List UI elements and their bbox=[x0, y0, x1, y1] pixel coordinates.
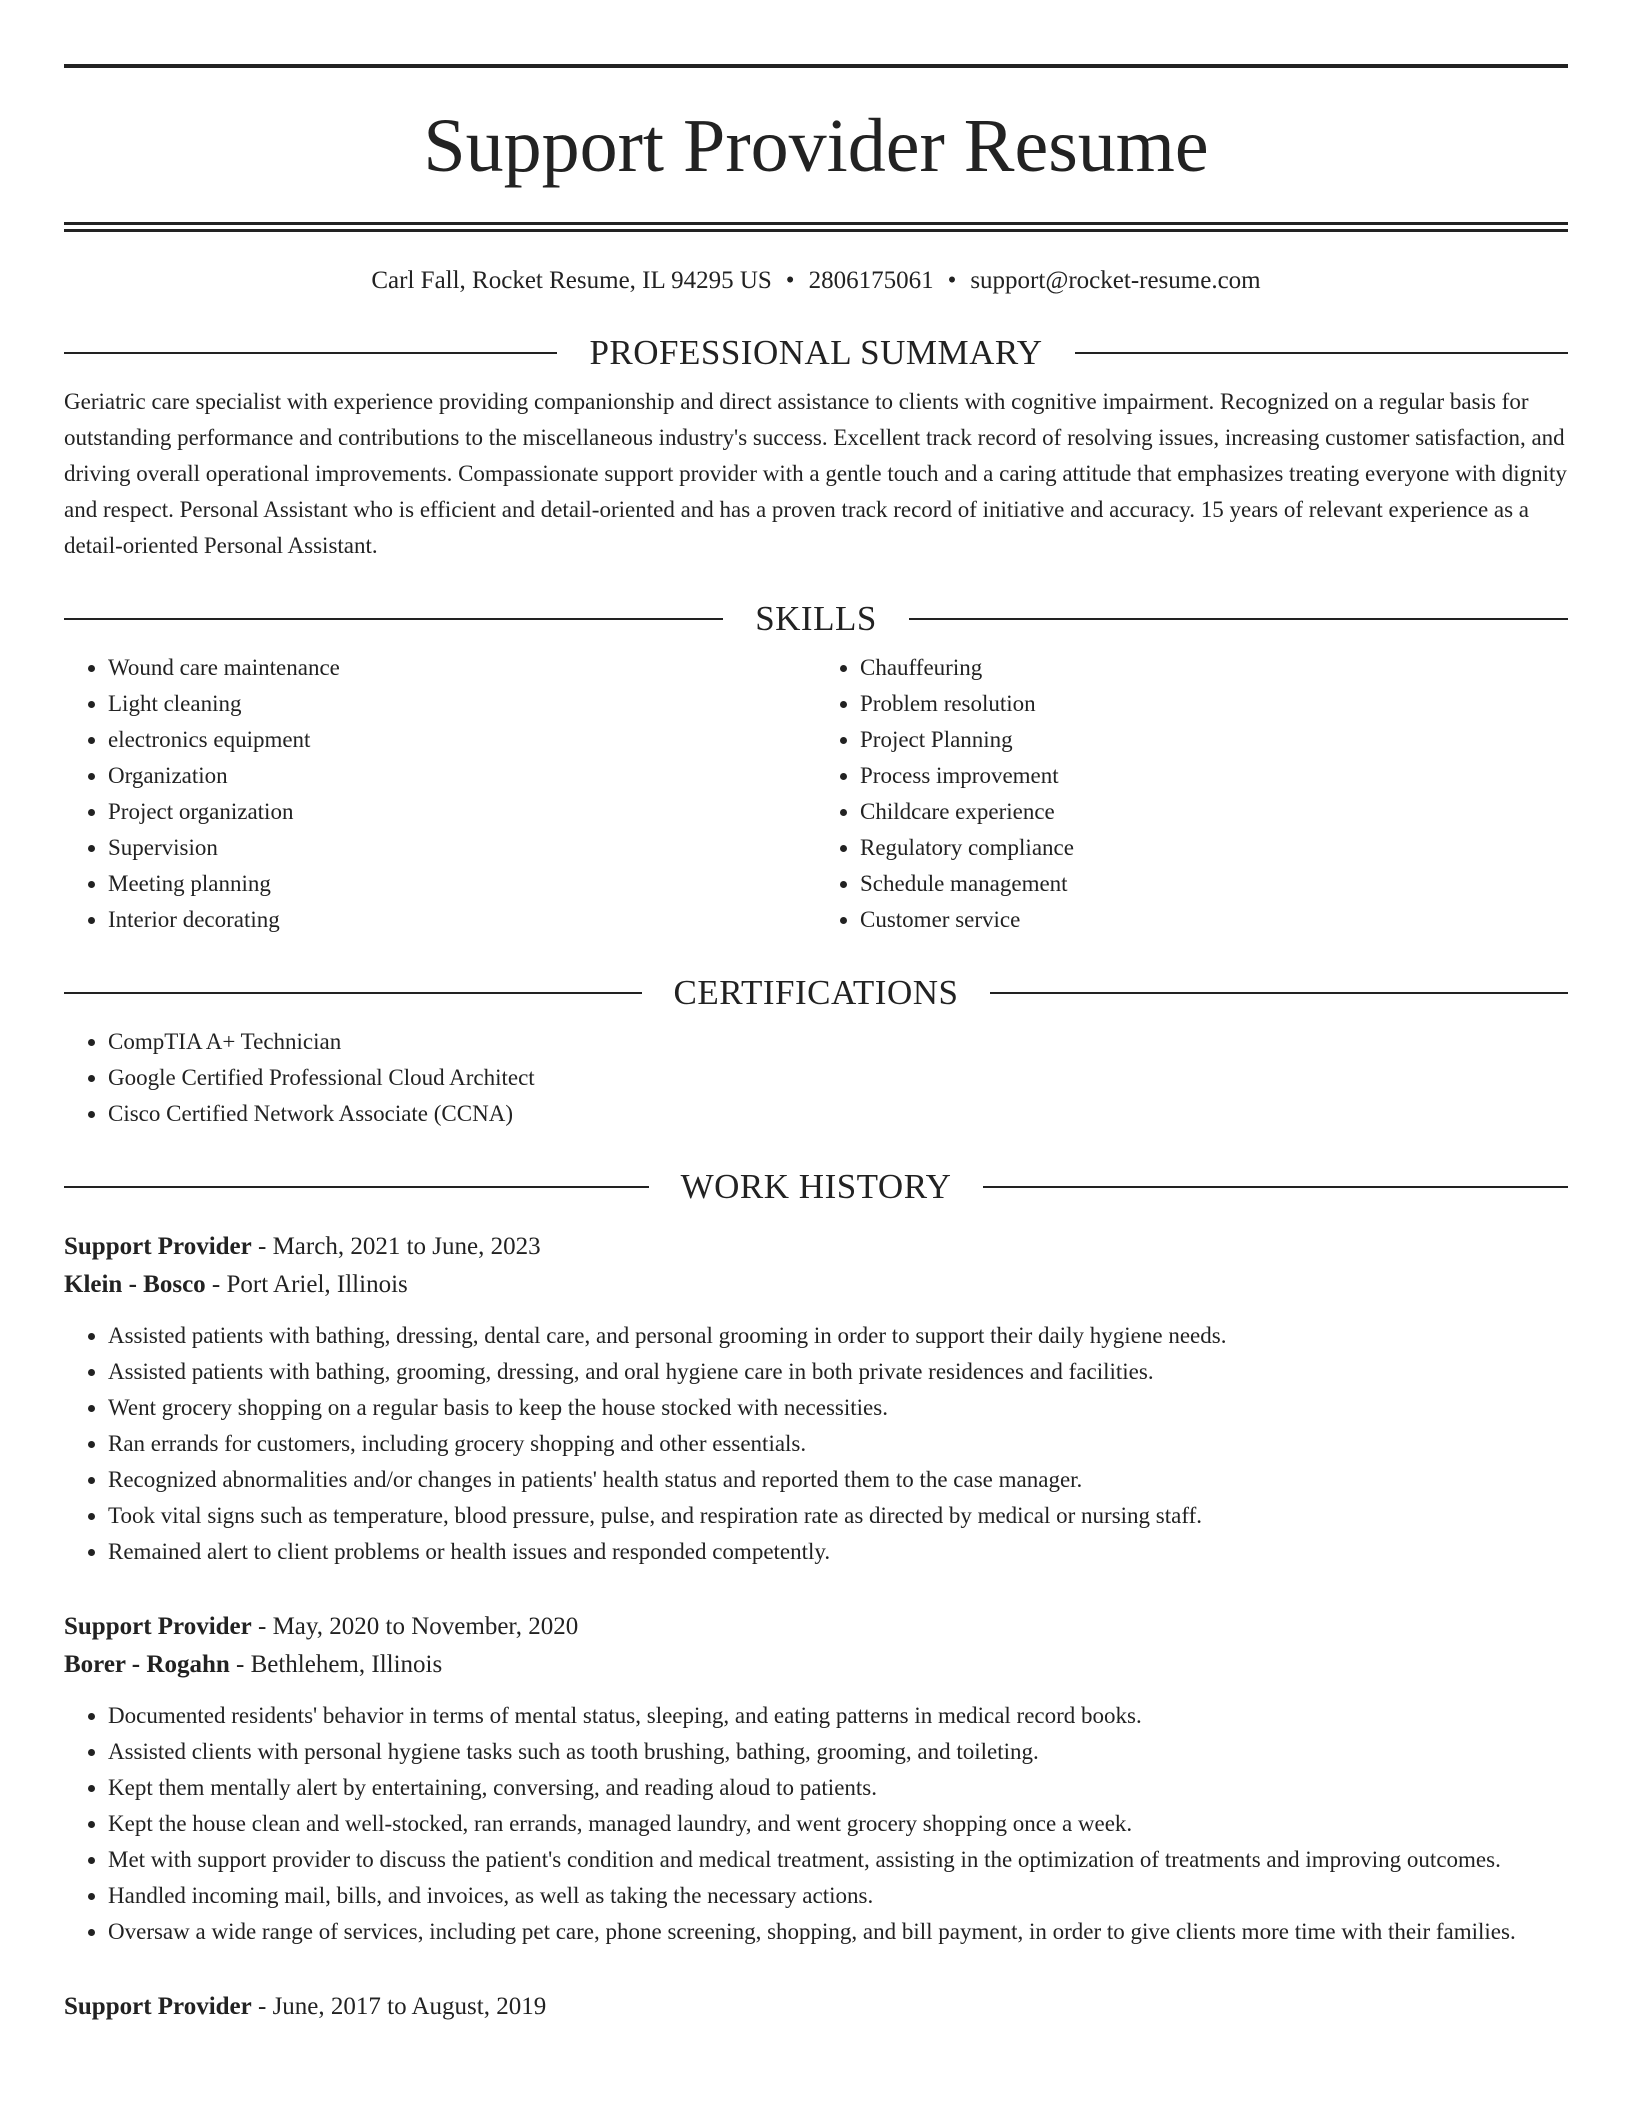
job-dates: - March, 2021 to June, 2023 bbox=[251, 1233, 541, 1260]
skills-list-left bbox=[64, 650, 816, 938]
job-duty-item: • Documented residents' behavior in terms of mental status, sleeping, and eating patterns in medical record books. bbox=[108, 1698, 1568, 1734]
job-duty-item: • Handled incoming mail, bills, and invoices, as well as taking the necessary actions. bbox=[108, 1878, 1568, 1914]
job-company-line bbox=[64, 1266, 1568, 1304]
skill-item: • Problem resolution bbox=[860, 686, 1568, 722]
contact-separator: • bbox=[947, 267, 957, 294]
skill-item: • Organization bbox=[108, 758, 816, 794]
skill-item: • Project organization bbox=[108, 794, 816, 830]
skill-item: • Project Planning bbox=[860, 722, 1568, 758]
job-dates: - May, 2020 to November, 2020 bbox=[251, 1613, 579, 1640]
heading-rule-right bbox=[990, 992, 1568, 994]
contact-phone: 2806175061 bbox=[808, 267, 934, 294]
job-company: Borer - Rogahn bbox=[64, 1651, 230, 1678]
skill-item: • Wound care maintenance bbox=[108, 650, 816, 686]
summary-heading-label: PROFESSIONAL SUMMARY bbox=[589, 333, 1043, 372]
title-double-rule bbox=[64, 222, 1568, 232]
skill-item: • Supervision bbox=[108, 830, 816, 866]
top-rule bbox=[64, 64, 1568, 68]
summary-heading bbox=[64, 332, 1568, 374]
heading-rule-right bbox=[909, 618, 1568, 620]
certifications-list bbox=[64, 1024, 1568, 1132]
job-duty-item: • Assisted patients with bathing, grooming, dressing, and oral hygiene care in both private residences and facilities. bbox=[108, 1354, 1568, 1390]
summary-text: Geriatric care specialist with experience providing companionship and direct assistance to clients with cognitive impairment. Recognized on a regular basis for outstanding performance and contributions to the miscellaneous industry's success. Excellent track record of resolving issues, increasing customer satisfaction, and driving overall operational improvements. Compassionate support provider with a gentle touch and a caring attitude that emphasizes treating everyone with dignity and respect. Personal Assistant who is efficient and detail-oriented and has a proven track record of initiative and accuracy. 15 years of relevant experience as a detail-oriented Personal Assistant. bbox=[64, 389, 1567, 558]
heading-rule-left bbox=[64, 992, 642, 994]
job-duty-item: • Went grocery shopping on a regular basis to keep the house stocked with necessities. bbox=[108, 1390, 1568, 1426]
contact-address: Carl Fall, Rocket Resume, IL 94295 US bbox=[371, 267, 772, 294]
certifications-heading-label: CERTIFICATIONS bbox=[673, 973, 959, 1012]
job-title: Support Provider bbox=[64, 1233, 252, 1260]
job-duty-item: • Recognized abnormalities and/or changes in patients' health status and reported them to the case manager. bbox=[108, 1462, 1568, 1498]
certification-item: • Google Certified Professional Cloud Architect bbox=[108, 1060, 1568, 1096]
job-company: Klein - Bosco bbox=[64, 1271, 206, 1298]
job-duties-list bbox=[64, 1698, 1568, 1950]
job-duty-item: • Assisted clients with personal hygiene tasks such as tooth brushing, bathing, grooming, and toileting. bbox=[108, 1734, 1568, 1770]
job-title: Support Provider bbox=[64, 1993, 252, 2020]
job-entry bbox=[64, 1608, 1568, 1950]
job-duty-item: • Met with support provider to discuss the patient's condition and medical treatment, assisting in the optimization of treatments and improving outcomes. bbox=[108, 1842, 1568, 1878]
contact-email[interactable]: support@rocket-resume.com bbox=[970, 267, 1261, 294]
skill-item: • Process improvement bbox=[860, 758, 1568, 794]
skill-item: • Customer service bbox=[860, 902, 1568, 938]
skill-item: • Schedule management bbox=[860, 866, 1568, 902]
job-duty-item: • Remained alert to client problems or health issues and responded competently. bbox=[108, 1534, 1568, 1570]
skill-item: • Regulatory compliance bbox=[860, 830, 1568, 866]
work-history-heading-label: WORK HISTORY bbox=[680, 1167, 952, 1206]
job-duties-list bbox=[64, 1318, 1568, 1570]
resume-page bbox=[64, 64, 1568, 2026]
job-duty-item: • Took vital signs such as temperature, blood pressure, pulse, and respiration rate as directed by medical or nursing staff. bbox=[108, 1498, 1568, 1534]
contact-line bbox=[64, 264, 1568, 298]
certification-item: • CompTIA A+ Technician bbox=[108, 1024, 1568, 1060]
work-history-heading bbox=[64, 1166, 1568, 1208]
contact-separator: • bbox=[785, 267, 795, 294]
heading-rule-left bbox=[64, 1186, 649, 1188]
job-title: Support Provider bbox=[64, 1613, 252, 1640]
job-entry bbox=[64, 1988, 1568, 2026]
heading-rule-left bbox=[64, 352, 557, 354]
skills-heading-label: SKILLS bbox=[755, 599, 877, 638]
job-duty-item: • Kept them mentally alert by entertaining, conversing, and reading aloud to patients. bbox=[108, 1770, 1568, 1806]
skill-item: • Light cleaning bbox=[108, 686, 816, 722]
job-location: - Bethlehem, Illinois bbox=[229, 1651, 443, 1678]
heading-rule-left bbox=[64, 618, 723, 620]
skill-item: • Meeting planning bbox=[108, 866, 816, 902]
job-location: - Port Ariel, Illinois bbox=[205, 1271, 408, 1298]
job-entry bbox=[64, 1228, 1568, 1570]
job-duty-item: • Assisted patients with bathing, dressing, dental care, and personal grooming in order to support their daily hygiene needs. bbox=[108, 1318, 1568, 1354]
job-duty-item: • Ran errands for customers, including grocery shopping and other essentials. bbox=[108, 1426, 1568, 1462]
job-title-line bbox=[64, 1608, 1568, 1646]
skills-grid bbox=[64, 650, 1568, 938]
job-dates: - June, 2017 to August, 2019 bbox=[251, 1993, 547, 2020]
skill-item: • electronics equipment bbox=[108, 722, 816, 758]
skills-list-right bbox=[816, 650, 1568, 938]
job-duty-item: • Oversaw a wide range of services, including pet care, phone screening, shopping, and bill payment, in order to give clients more time with their families. bbox=[108, 1914, 1568, 1950]
skill-item: • Chauffeuring bbox=[860, 650, 1568, 686]
skill-item: • Interior decorating bbox=[108, 902, 816, 938]
certification-item: • Cisco Certified Network Associate (CCNA) bbox=[108, 1096, 1568, 1132]
job-duty-item: • Kept the house clean and well-stocked, ran errands, managed laundry, and went grocery shopping once a week. bbox=[108, 1806, 1568, 1842]
job-company-line bbox=[64, 1646, 1568, 1684]
heading-rule-right bbox=[983, 1186, 1568, 1188]
skill-item: • Childcare experience bbox=[860, 794, 1568, 830]
job-title-line bbox=[64, 1228, 1568, 1266]
certifications-heading bbox=[64, 972, 1568, 1014]
heading-rule-right bbox=[1075, 352, 1568, 354]
skills-heading bbox=[64, 598, 1568, 640]
resume-title: Support Provider Resume bbox=[423, 104, 1209, 188]
job-title-line bbox=[64, 1988, 1568, 2026]
